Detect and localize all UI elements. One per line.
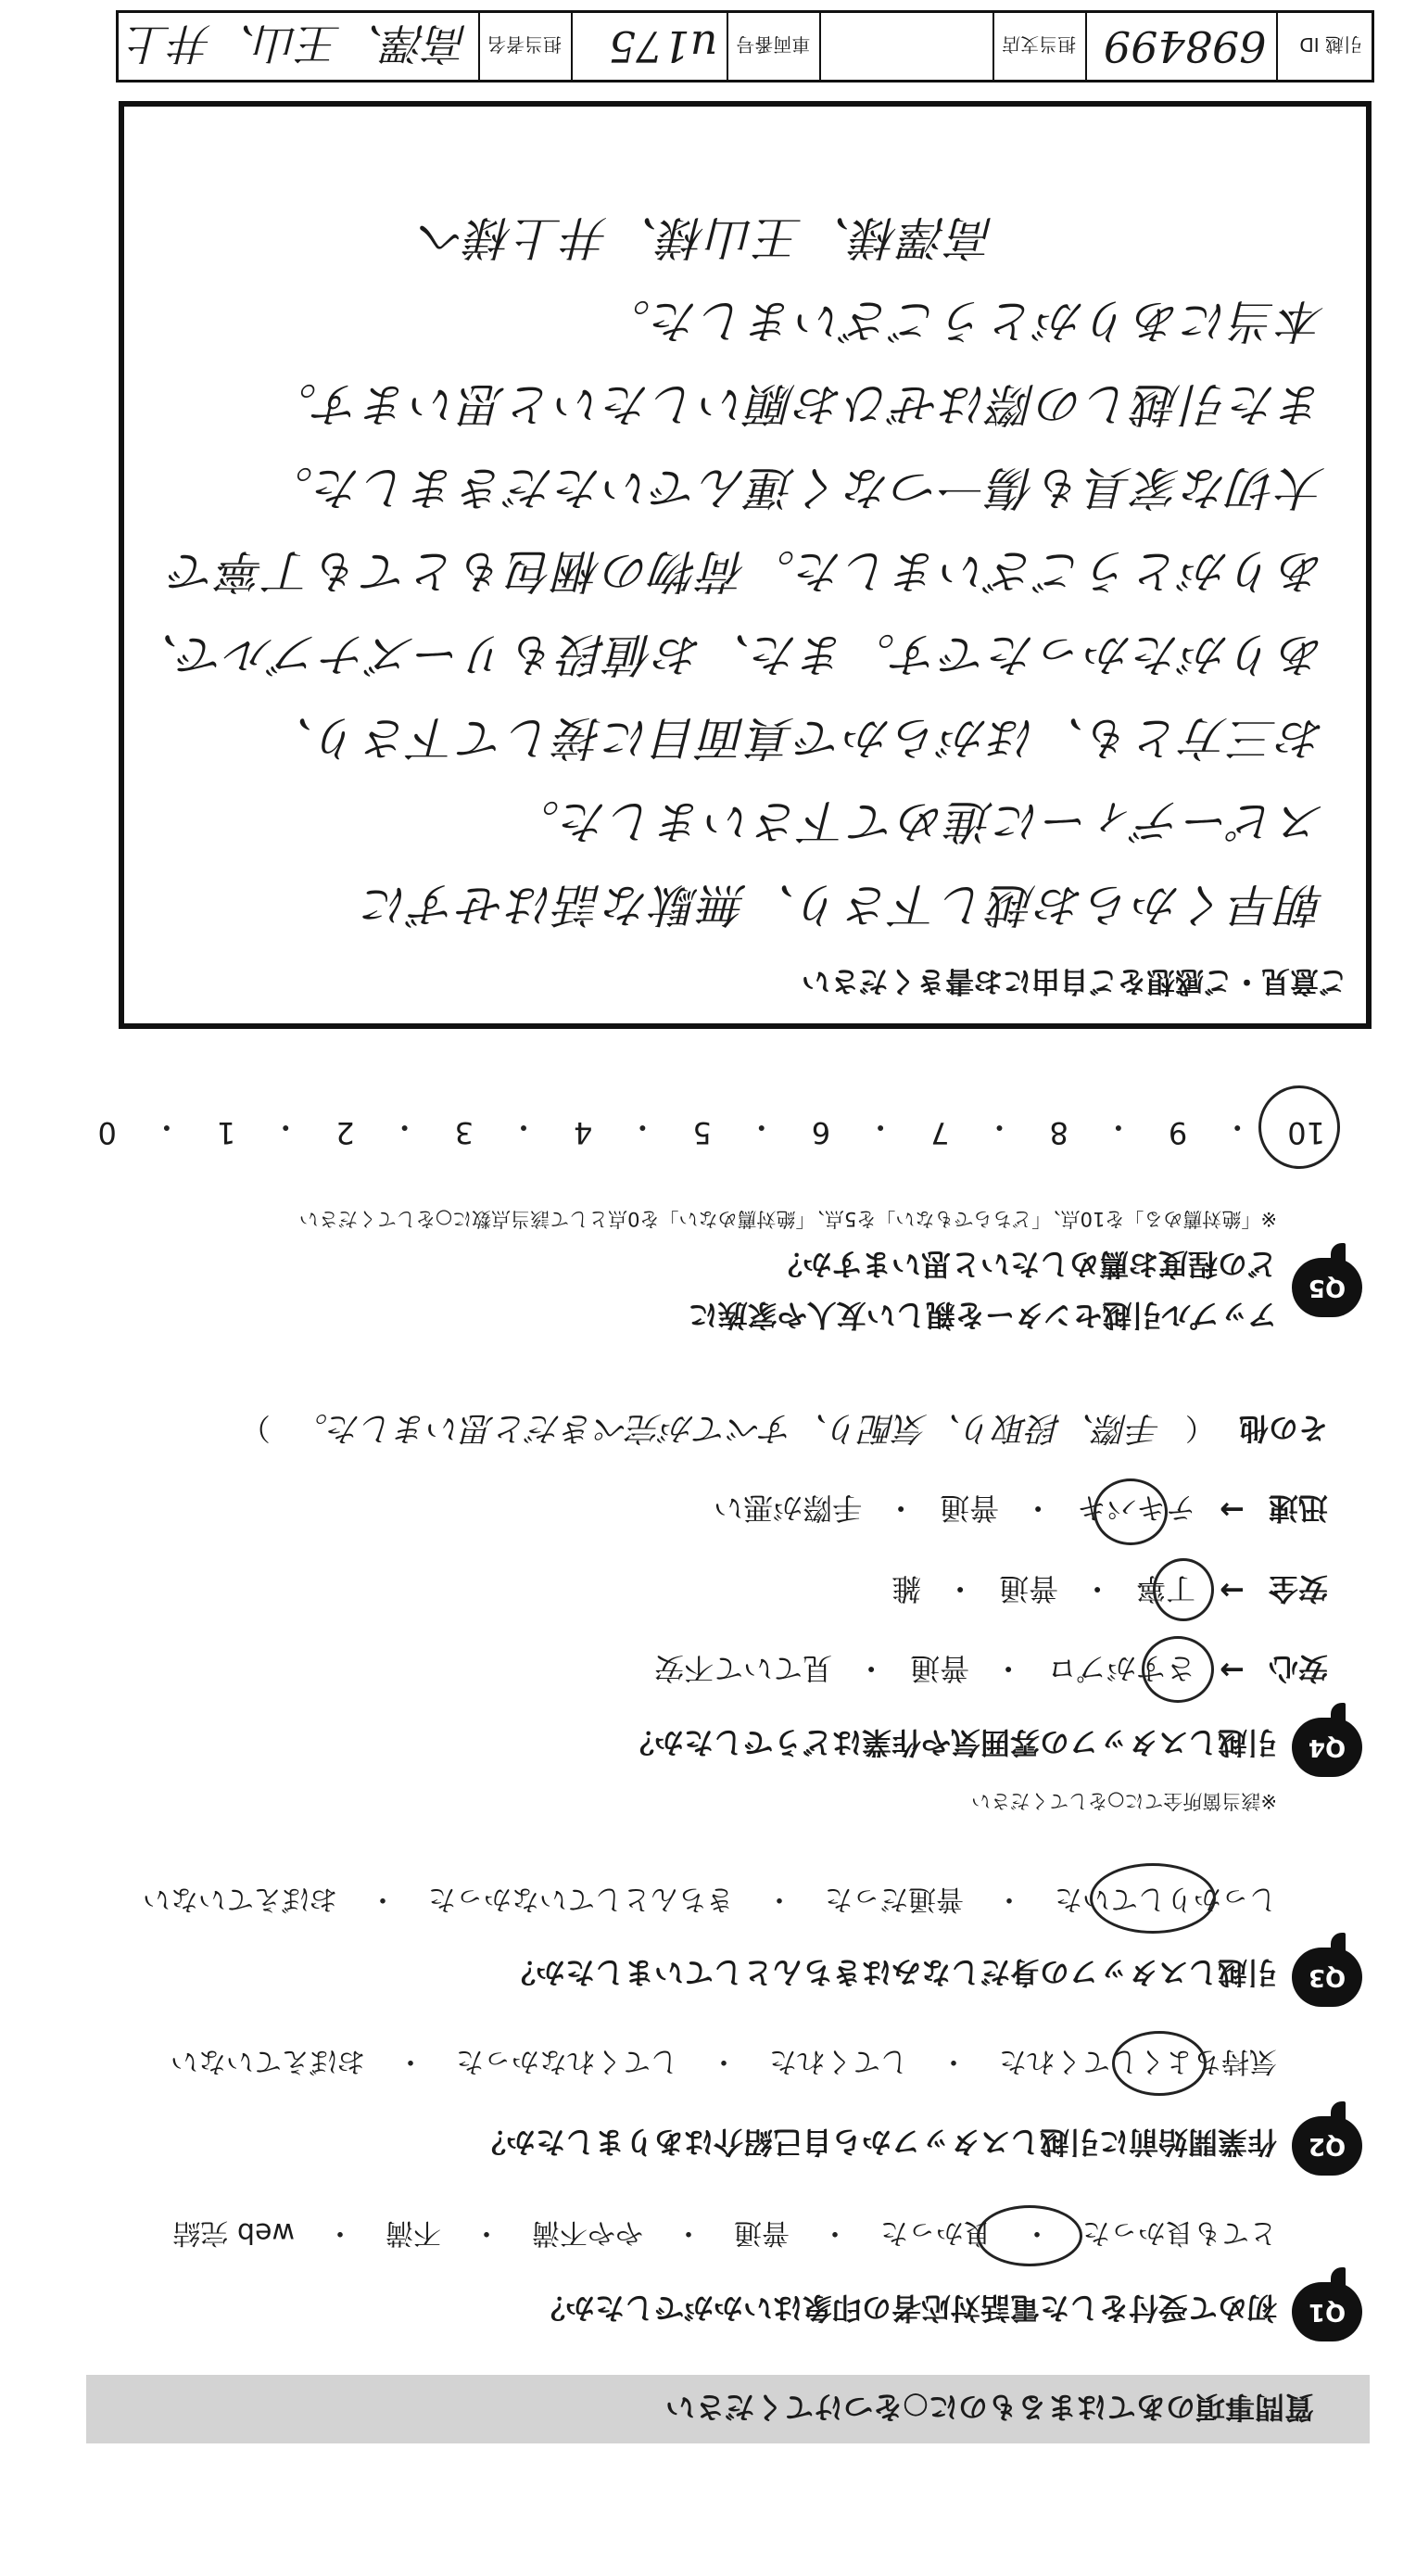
comment-line-8: 本当にありがとうございました。 xyxy=(602,294,1325,348)
vehicle-value-cell: u175 xyxy=(571,13,727,80)
q3-option[interactable]: きちんとしていなかった xyxy=(428,1883,734,1915)
q1-option[interactable]: やや不満 xyxy=(532,2216,643,2249)
q5-score-option[interactable]: 2 xyxy=(335,1115,355,1150)
q1-selection-circle xyxy=(977,2205,1082,2266)
q5-text-line1: アップル引越センターを親しい友人や家族に xyxy=(688,1298,1277,1333)
vehicle-label-cell: 車両番号 xyxy=(727,13,819,80)
comments-box xyxy=(119,101,1372,1029)
q3-text: 引越しスタッフの身だしなみはきちんとしていましたか？ xyxy=(505,1955,1277,1990)
id-label-cell: 引越 ID xyxy=(1276,13,1372,80)
separator-dot: ・ xyxy=(765,1883,793,1915)
q2-option[interactable]: してくれた xyxy=(769,2045,908,2077)
separator-dot: ・ xyxy=(151,1110,182,1145)
q5-score-option[interactable]: 5 xyxy=(692,1115,712,1150)
separator-dot: ・ xyxy=(995,1883,1023,1915)
separator-dot: ・ xyxy=(271,1110,301,1145)
q4-anshin-circle xyxy=(1142,1636,1214,1703)
q2-badge: Q2 xyxy=(1292,2116,1362,2176)
q5-score-option[interactable]: 1 xyxy=(216,1115,236,1150)
comment-line-5: ありがとうございました。荷物の梱包もとても丁寧で xyxy=(169,544,1325,598)
separator-dot: ・ xyxy=(1222,1110,1253,1145)
separator-dot: ・ xyxy=(627,1110,658,1145)
instruction-banner xyxy=(86,2375,1370,2443)
comments-heading: ご意見・ご感想をご自由にお書きください xyxy=(802,964,1347,997)
instruction-text: 質問事項のあてはまるものに○をつけてください xyxy=(665,2390,1314,2425)
q2-option[interactable]: してくれなかった xyxy=(456,2045,678,2077)
q3-selection-circle xyxy=(1090,1863,1216,1934)
separator-dot: ・ xyxy=(1023,2216,1051,2249)
q3-option[interactable]: しっかりしていた xyxy=(1055,1883,1277,1915)
comment-line-7: また引越しの際はぜひお願いしたいと思います。 xyxy=(269,377,1325,431)
q1-option[interactable]: 良かった xyxy=(880,2216,992,2249)
q5-score-option[interactable]: 9 xyxy=(1168,1115,1188,1150)
separator-dot: ・ xyxy=(675,2216,702,2249)
q1-text: 初めて受付をした電話対応者の印象はいかがでしたか？ xyxy=(535,2290,1277,2326)
q5-score-option[interactable]: 3 xyxy=(454,1115,474,1150)
q5-selection-circle xyxy=(1258,1085,1340,1169)
comment-line-9: 高澤様、王山様、井上様へ xyxy=(417,210,995,264)
comment-line-1: 朝早くからお越し下さり、無駄な話はせずに xyxy=(361,878,1325,932)
separator-dot: ・ xyxy=(509,1110,539,1145)
separator-dot: ・ xyxy=(746,1110,777,1145)
comment-line-4: ありがたかったです。また、お値段もリーズナブルで、 xyxy=(130,628,1325,681)
branch-value-cell xyxy=(819,13,992,80)
separator-dot: ・ xyxy=(473,2216,500,2249)
separator-dot: ・ xyxy=(866,1110,896,1145)
q5-score-option[interactable]: 6 xyxy=(811,1115,831,1150)
q2-text: 作業開始前に引越しスタッフから自己紹介はありましたか？ xyxy=(475,2125,1277,2160)
q5-score-option[interactable]: 8 xyxy=(1049,1115,1068,1150)
q1-option[interactable]: とても良かった xyxy=(1082,2216,1277,2249)
comment-line-3: お三方とも、ほがらかで真面目に接して下さり、 xyxy=(265,711,1325,765)
q1-option[interactable]: 普通 xyxy=(734,2216,790,2249)
q5-scale xyxy=(98,1108,1325,1150)
q3-badge: Q3 xyxy=(1292,1948,1362,2007)
q1-options xyxy=(172,2215,1277,2256)
branch-label-cell: 担当支店 xyxy=(992,13,1085,80)
q4-badge: Q4 xyxy=(1292,1718,1362,1777)
comment-line-2: スピーディーに進めて下さいました。 xyxy=(512,794,1325,848)
comment-line-6: 大切な家具も傷一つなく運んでいただきました。 xyxy=(265,461,1325,514)
q4-row-jinsoku: 迅速 → テキパキ ・ 普通 ・ 手際が悪い xyxy=(714,1491,1328,1528)
staff-label-cell: 担当者名 xyxy=(478,13,571,80)
separator-dot: ・ xyxy=(984,1110,1015,1145)
q5-score-option[interactable]: 7 xyxy=(930,1115,950,1150)
id-value-cell: 698499 xyxy=(1085,13,1275,80)
q3-option[interactable]: おぼえていない xyxy=(143,1883,337,1915)
q4-other-handwriting: 手際、段取り、気配り、すべてが完ぺきだと思いました。 xyxy=(294,1409,1161,1447)
q5-score-option[interactable]: 4 xyxy=(574,1115,593,1150)
q4-jinsoku-circle xyxy=(1094,1478,1168,1545)
q5-score-option[interactable]: 10 xyxy=(1287,1115,1325,1150)
q1-option[interactable]: web 完結 xyxy=(172,2216,295,2249)
separator-dot: ・ xyxy=(369,1883,397,1915)
staff-value-cell: 高澤、王山、井上 xyxy=(128,19,469,69)
q4-anzen-circle xyxy=(1153,1558,1214,1621)
q4-text: 引越しスタッフの雰囲気や作業はどうでしたか？ xyxy=(624,1725,1277,1760)
q2-option[interactable]: 気持ちよくしてくれた xyxy=(999,2045,1277,2077)
q5-score-option[interactable]: 0 xyxy=(97,1115,117,1150)
q5-text-line2: どの程度お薦めしたいと思いますか？ xyxy=(772,1247,1277,1282)
q4-row-anzen: 安全 → 丁寧 ・ 普通 ・ 雑 xyxy=(891,1571,1328,1608)
separator-dot: ・ xyxy=(326,2216,354,2249)
q4-other: その他 （ 手際、段取り、気配り、すべてが完ぺきだと思いました。 ） xyxy=(241,1407,1328,1454)
separator-dot: ・ xyxy=(821,2216,849,2249)
separator-dot: ・ xyxy=(1103,1110,1133,1145)
separator-dot: ・ xyxy=(389,1110,420,1145)
q2-option[interactable]: おぼえていない xyxy=(171,2045,365,2077)
separator-dot: ・ xyxy=(397,2045,424,2077)
separator-dot: ・ xyxy=(710,2045,738,2077)
q1-badge: Q1 xyxy=(1292,2282,1362,2341)
q5-badge: Q5 xyxy=(1292,1258,1362,1317)
q4-row-anshin: 安心 → さすがプロ ・ 普通 ・ 見ていて不安 xyxy=(654,1651,1328,1688)
q1-option[interactable]: 不満 xyxy=(386,2216,441,2249)
separator-dot: ・ xyxy=(940,2045,967,2077)
id-table xyxy=(116,10,1374,82)
q2-options xyxy=(171,2044,1277,2085)
q2-selection-circle xyxy=(1112,2031,1207,2096)
q4-note: ※該当箇所全てに○をしてください xyxy=(971,1790,1277,1812)
q3-option[interactable]: 普通だった xyxy=(825,1883,964,1915)
q5-note: ※「絶対薦める」を10点、「どちらでもない」を5点、「絶対薦めない」を0点として該当点数に○をしてください xyxy=(298,1208,1277,1230)
